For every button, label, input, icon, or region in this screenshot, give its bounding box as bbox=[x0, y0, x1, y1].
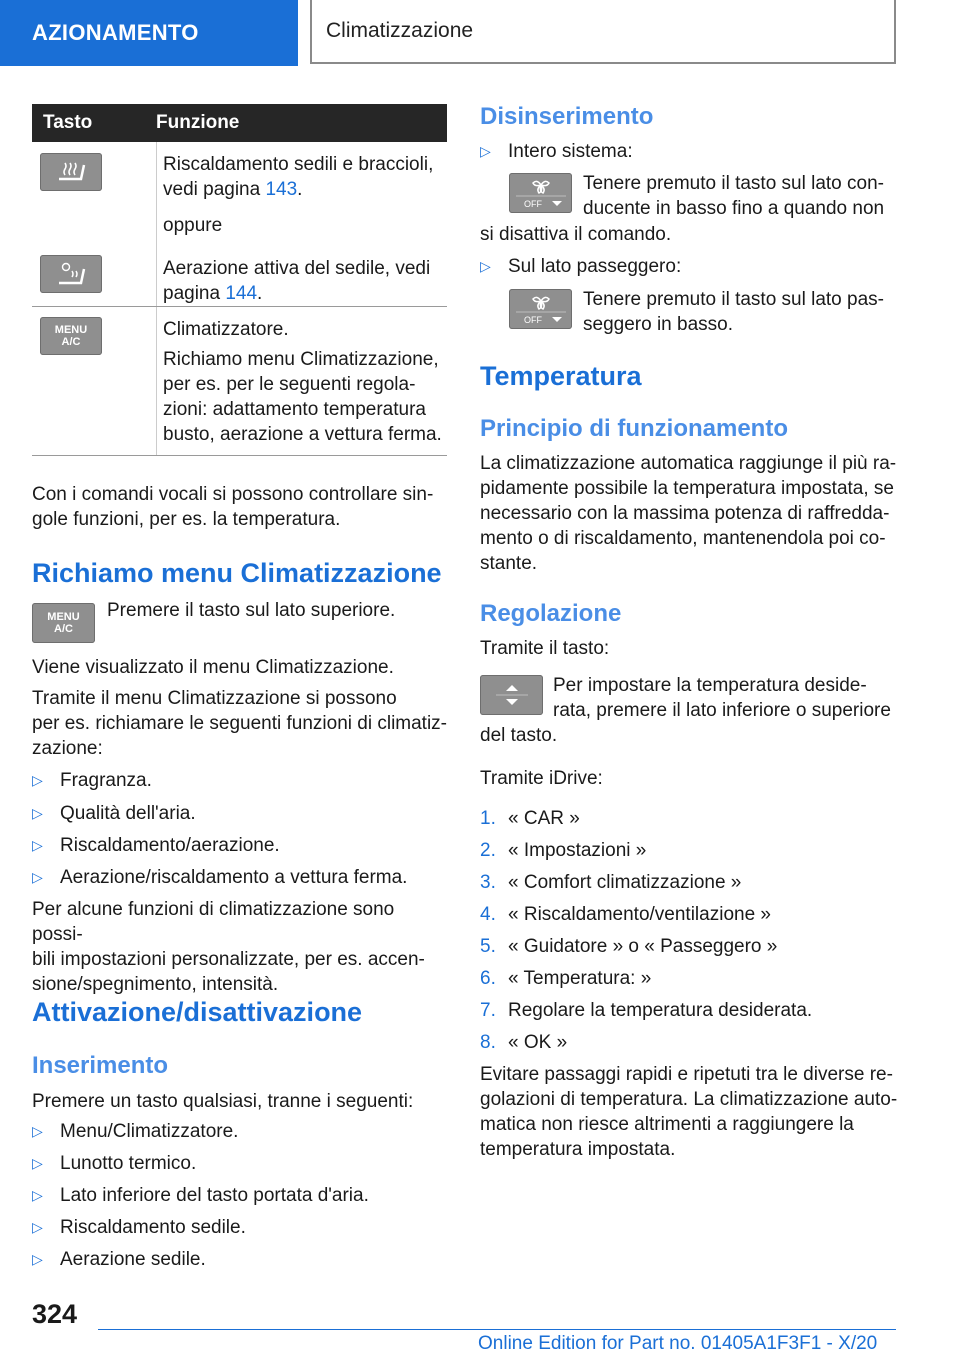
menu-shown-text: Viene visualizzato il menu Climatizzazione. bbox=[32, 657, 394, 678]
list-item: ▷ Aerazione/riscaldamento a vettura ferma. bbox=[32, 867, 408, 888]
footer-edition: Online Edition for Part no. 01405A1F3F1 - X/20 bbox=[478, 1333, 878, 1354]
inserimento-text: Premere un tasto qualsiasi, tranne i seguenti: bbox=[32, 1091, 414, 1112]
row1-line2: vedi pagina 143. bbox=[163, 179, 303, 200]
list-item: 2. « Impostazioni » bbox=[480, 840, 647, 861]
list-item: 1. « CAR » bbox=[480, 808, 580, 829]
section-label: AZIONAMENTO bbox=[32, 20, 199, 45]
list-item: ▷ Menu/Climatizzatore. bbox=[32, 1121, 239, 1142]
via-tasto-text: Tramite il tasto: bbox=[480, 638, 610, 659]
table-header-key: Tasto bbox=[43, 112, 93, 133]
row3-text bbox=[163, 317, 448, 447]
voice-paragraph: Con i comandi vocali si possono controllare sin- gole funzioni, per es. la temperatura. bbox=[32, 484, 434, 530]
row2-line1: Aerazione attiva del sedile, vedi bbox=[163, 258, 431, 279]
list-item: ▷ Riscaldamento/aerazione. bbox=[32, 835, 280, 856]
chapter-title: Climatizzazione bbox=[326, 19, 474, 42]
menu-ac-key-icon: MENU A/C bbox=[40, 317, 102, 355]
row1-or: oppure bbox=[163, 215, 223, 236]
disins-full-text-end: si disattiva il comando. bbox=[480, 224, 672, 245]
page-link-144[interactable]: 144 bbox=[225, 283, 258, 304]
heading-principio: Principio di funzionamento bbox=[480, 415, 788, 442]
key-function-table bbox=[32, 104, 447, 456]
list-item: 7. Regolare la temperatura desiderata. bbox=[480, 1000, 813, 1021]
principio-paragraph: La climatizzazione automatica raggiunge il più ra- pidamente possibile la temperatura impostata, se necessario con la massima potenza di raffredda- mento o di riscaldamento, mantenendola poi co- stante. bbox=[480, 453, 897, 574]
custom-settings-paragraph: Per alcune funzioni di climatizzazione sono possi- bili impostazioni personalizzate, per es. accen- sione/spegnimento, intensità. bbox=[32, 899, 425, 995]
list-item: ▷ Qualità dell'aria. bbox=[32, 803, 196, 824]
disins-full-text: Tenere premuto il tasto sul lato con- ducente in basso fino a quando non bbox=[583, 173, 885, 219]
heading-regolazione: Regolazione bbox=[480, 600, 622, 627]
list-item: 4. « Riscaldamento/ventilazione » bbox=[480, 904, 771, 925]
disins-passenger-text: Tenere premuto il tasto sul lato pas- seggero in basso. bbox=[583, 289, 884, 335]
list-item: 8. « OK » bbox=[480, 1032, 568, 1053]
seat-heating-key-icon bbox=[40, 153, 102, 191]
list-item: ▷ Fragranza. bbox=[32, 770, 152, 791]
list-item: ▷ Lunotto termico. bbox=[32, 1153, 197, 1174]
regolazione-text: Per impostare la temperatura deside- rata, premere il lato inferiore o superiore bbox=[553, 675, 891, 721]
list-item: ▷ Aerazione sedile. bbox=[32, 1249, 206, 1270]
list-item: ▷ Riscaldamento sedile. bbox=[32, 1217, 246, 1238]
table-header-function: Funzione bbox=[156, 112, 240, 133]
list-item: 6. « Temperatura: » bbox=[480, 968, 652, 989]
heading-richiamo: Richiamo menu Climatizzazione bbox=[32, 558, 442, 588]
footer-divider bbox=[98, 1329, 896, 1330]
seat-ventilation-key-icon bbox=[40, 255, 102, 293]
list-item: ▷ Lato inferiore del tasto portata d'aria. bbox=[32, 1185, 369, 1206]
page-number: 324 bbox=[32, 1299, 78, 1329]
row2-text bbox=[163, 256, 448, 306]
svg-text:OFF: OFF bbox=[523, 315, 542, 325]
row1-line1: Riscaldamento sedili e braccioli, bbox=[163, 154, 434, 175]
heading-temperatura: Temperatura bbox=[480, 361, 642, 391]
temperature-rocker-key-icon bbox=[480, 675, 543, 715]
list-item: 3. « Comfort climatizzazione » bbox=[480, 872, 742, 893]
row3-line5: busto, aerazione a vettura ferma. bbox=[163, 424, 442, 445]
page-link-143[interactable]: 143 bbox=[265, 179, 298, 200]
list-item: 5. « Guidatore » o « Passeggero » bbox=[480, 936, 778, 957]
heading-disinserimento: Disinserimento bbox=[480, 103, 654, 130]
row3-line2: Richiamo menu Climatizzazione, bbox=[163, 349, 439, 370]
press-upper-text: Premere il tasto sul lato superiore. bbox=[107, 600, 396, 621]
table-row bbox=[32, 307, 447, 456]
section-tab bbox=[0, 0, 298, 66]
avoid-paragraph: Evitare passaggi rapidi e ripetuti tra le diverse re- golazioni di temperatura. La climatizzazione auto- matica non riesce altrimenti a raggiungere la temperatura impostata. bbox=[480, 1064, 898, 1160]
row3-line1: Climatizzatore. bbox=[163, 319, 289, 340]
row3-line3: per es. per le seguenti regola- bbox=[163, 374, 416, 395]
fan-off-key-icon bbox=[509, 289, 572, 329]
regolazione-text-end: del tasto. bbox=[480, 725, 558, 746]
heading-attivazione: Attivazione/disattivazione bbox=[32, 997, 363, 1027]
menu-functions-paragraph: Tramite il menu Climatizzazione si possono per es. richiamare le seguenti funzioni di climatiz- zazione: bbox=[32, 688, 448, 759]
fan-off-key-icon bbox=[509, 173, 572, 213]
row3-line4: zioni: adattamento temperatura bbox=[163, 399, 426, 420]
chapter-title-box bbox=[310, 0, 896, 64]
table-row bbox=[32, 142, 447, 307]
row1-text bbox=[163, 152, 448, 238]
list-item: ▷ Intero sistema: bbox=[480, 141, 633, 162]
table-header bbox=[32, 104, 447, 142]
menu-ac-key-icon: MENU A/C bbox=[32, 603, 95, 643]
row2-line2: pagina 144. bbox=[163, 283, 263, 304]
heading-inserimento: Inserimento bbox=[32, 1052, 169, 1079]
via-idrive-text: Tramite iDrive: bbox=[480, 768, 603, 789]
list-item: ▷ Sul lato passeggero: bbox=[480, 256, 682, 277]
off-label: OFF bbox=[523, 199, 542, 209]
